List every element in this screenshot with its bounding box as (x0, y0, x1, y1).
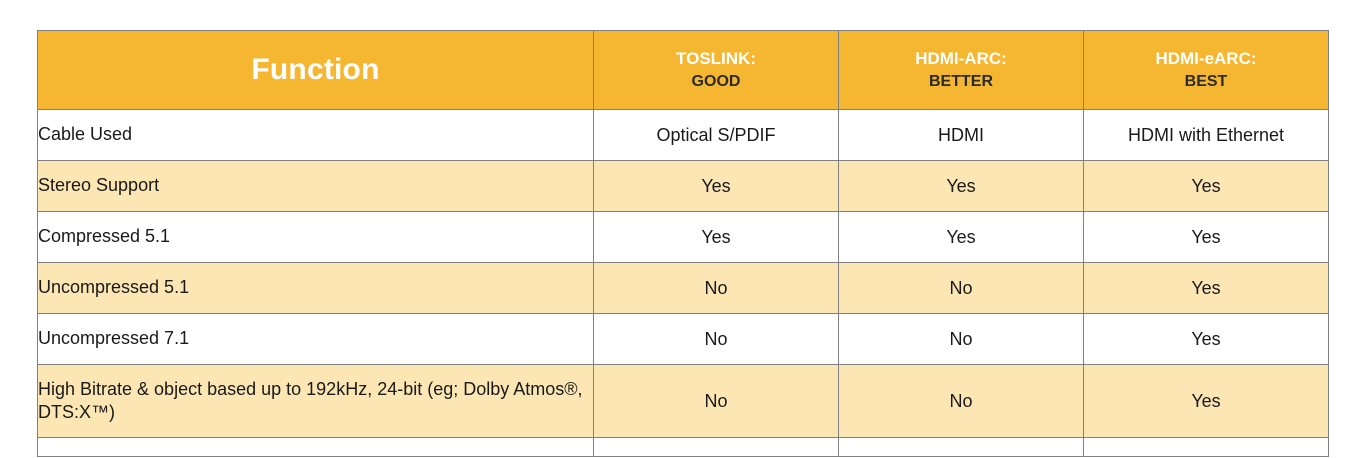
cell-hdmi-arc (839, 438, 1084, 457)
table-row (38, 161, 1329, 212)
cell-toslink: Yes (594, 161, 839, 212)
table-row (38, 438, 1329, 457)
cell-function: Stereo Support (38, 161, 594, 212)
cell-hdmi-earc: HDMI with Ethernet (1084, 110, 1329, 161)
column-header-hdmi-arc-name: HDMI-ARC: (915, 48, 1007, 68)
column-header-toslink-name: TOSLINK: (676, 48, 756, 68)
cell-hdmi-arc: No (839, 314, 1084, 365)
cell-function: Compressed 5.1 (38, 212, 594, 263)
cell-hdmi-arc: Yes (839, 161, 1084, 212)
header-row (38, 31, 1329, 110)
cell-function: High Bitrate & object based up to 192kHz, 24-bit (eg; Dolby Atmos®, DTS:X™) (38, 365, 594, 438)
cell-toslink: No (594, 314, 839, 365)
cell-toslink: No (594, 365, 839, 438)
column-header-hdmi-arc (839, 31, 1084, 110)
cell-function (38, 438, 594, 457)
cell-toslink (594, 438, 839, 457)
column-header-function: Function (38, 31, 594, 110)
table-body (38, 110, 1329, 457)
cell-hdmi-earc (1084, 438, 1329, 457)
table-row (38, 365, 1329, 438)
table-row (38, 212, 1329, 263)
column-header-toslink-grade: GOOD (691, 72, 741, 90)
cell-hdmi-earc: Yes (1084, 212, 1329, 263)
cell-function: Uncompressed 7.1 (38, 314, 594, 365)
cell-hdmi-earc: Yes (1084, 314, 1329, 365)
table-row (38, 110, 1329, 161)
cell-hdmi-arc: No (839, 263, 1084, 314)
column-header-hdmi-earc-name: HDMI-eARC: (1155, 48, 1257, 68)
cell-hdmi-earc: Yes (1084, 365, 1329, 438)
cell-toslink: Yes (594, 212, 839, 263)
column-header-toslink (594, 31, 839, 110)
cell-hdmi-earc: Yes (1084, 161, 1329, 212)
cell-toslink: Optical S/PDIF (594, 110, 839, 161)
table-row (38, 314, 1329, 365)
cell-hdmi-arc: No (839, 365, 1084, 438)
column-header-hdmi-earc-grade: BEST (1184, 72, 1228, 90)
table-row (38, 263, 1329, 314)
cell-toslink: No (594, 263, 839, 314)
audio-return-comparison-table (37, 30, 1329, 457)
cell-hdmi-earc: Yes (1084, 263, 1329, 314)
cell-function: Uncompressed 5.1 (38, 263, 594, 314)
cell-hdmi-arc: Yes (839, 212, 1084, 263)
cell-function: Cable Used (38, 110, 594, 161)
column-header-hdmi-arc-grade: BETTER (929, 72, 993, 90)
table-header (38, 31, 1329, 110)
column-header-hdmi-earc (1084, 31, 1329, 110)
cell-hdmi-arc: HDMI (839, 110, 1084, 161)
